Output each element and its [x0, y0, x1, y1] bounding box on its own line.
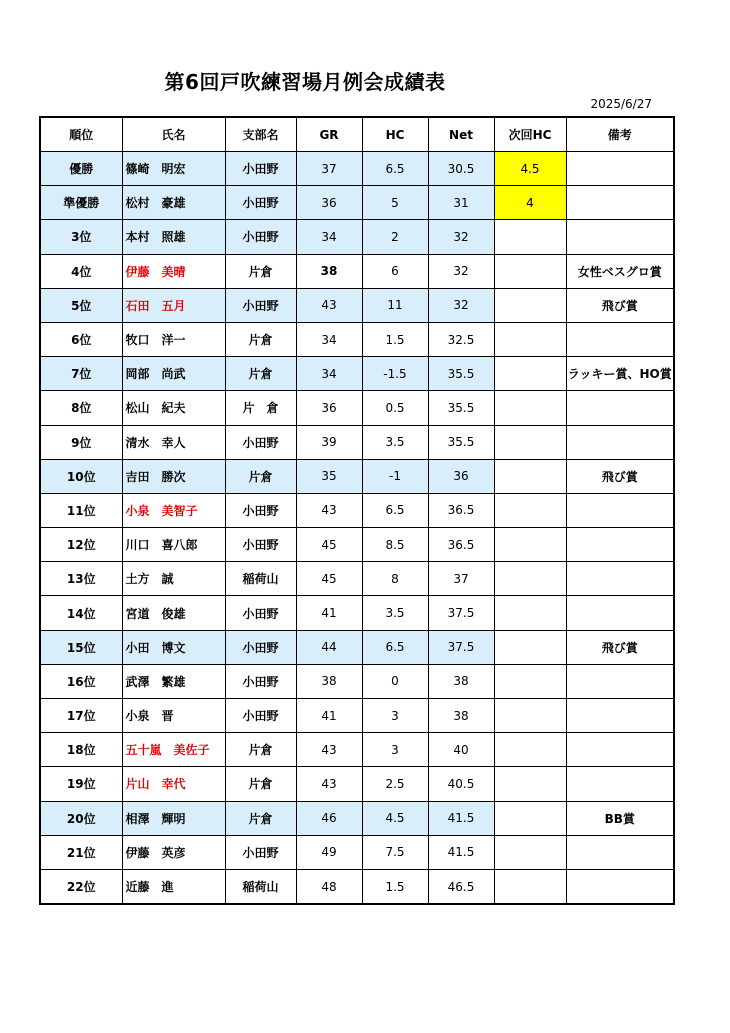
note-cell	[566, 664, 674, 698]
rank-cell: 19位	[40, 767, 122, 801]
table-row	[40, 254, 674, 288]
note-cell	[566, 733, 674, 767]
net-cell: 32.5	[428, 322, 494, 356]
name-cell: 宮道 俊雄	[122, 596, 225, 630]
branch-cell: 稲荷山	[225, 869, 296, 904]
branch-cell: 小田野	[225, 699, 296, 733]
gr-cell: 37	[296, 152, 362, 186]
name-cell: 小泉 晋	[122, 699, 225, 733]
gr-cell: 45	[296, 562, 362, 596]
rank-cell: 5位	[40, 288, 122, 322]
name-cell: 五十嵐 美佐子	[122, 733, 225, 767]
table-row	[40, 322, 674, 356]
table-row	[40, 425, 674, 459]
next-hc-cell	[494, 459, 566, 493]
hc-cell: 8	[362, 562, 428, 596]
table-row	[40, 186, 674, 220]
header-hc: HC	[362, 117, 428, 152]
next-hc-cell	[494, 767, 566, 801]
name-cell: 清水 幸人	[122, 425, 225, 459]
next-hc-cell	[494, 528, 566, 562]
name-cell: 松村 豪雄	[122, 186, 225, 220]
branch-cell: 片倉	[225, 322, 296, 356]
note-cell: ラッキー賞、HO賞	[566, 357, 674, 391]
note-cell	[566, 220, 674, 254]
note-cell: 女性ベスグロ賞	[566, 254, 674, 288]
net-cell: 40.5	[428, 767, 494, 801]
next-hc-cell	[494, 493, 566, 527]
next-hc-cell: 4	[494, 186, 566, 220]
gr-cell: 41	[296, 699, 362, 733]
header-rank: 順位	[40, 117, 122, 152]
next-hc-cell	[494, 733, 566, 767]
hc-cell: 5	[362, 186, 428, 220]
name-cell: 本村 照雄	[122, 220, 225, 254]
hc-cell: 3	[362, 699, 428, 733]
note-cell	[566, 835, 674, 869]
net-cell: 38	[428, 664, 494, 698]
gr-cell: 39	[296, 425, 362, 459]
header-net: Net	[428, 117, 494, 152]
rank-cell: 4位	[40, 254, 122, 288]
rank-cell: 15位	[40, 630, 122, 664]
note-cell	[566, 425, 674, 459]
name-cell: 小田 博文	[122, 630, 225, 664]
net-cell: 31	[428, 186, 494, 220]
branch-cell: 稲荷山	[225, 562, 296, 596]
note-cell	[566, 699, 674, 733]
next-hc-cell	[494, 630, 566, 664]
name-cell: 牧口 洋一	[122, 322, 225, 356]
gr-cell: 34	[296, 357, 362, 391]
next-hc-cell	[494, 869, 566, 904]
net-cell: 36.5	[428, 528, 494, 562]
net-cell: 36.5	[428, 493, 494, 527]
rank-cell: 10位	[40, 459, 122, 493]
name-cell: 片山 幸代	[122, 767, 225, 801]
hc-cell: 4.5	[362, 801, 428, 835]
hc-cell: 6	[362, 254, 428, 288]
note-cell	[566, 493, 674, 527]
name-cell: 相澤 輝明	[122, 801, 225, 835]
table-row	[40, 562, 674, 596]
branch-cell: 小田野	[225, 630, 296, 664]
rank-cell: 準優勝	[40, 186, 122, 220]
rank-cell: 16位	[40, 664, 122, 698]
note-cell	[566, 869, 674, 904]
table-row	[40, 528, 674, 562]
net-cell: 41.5	[428, 801, 494, 835]
gr-cell: 38	[296, 254, 362, 288]
gr-cell: 43	[296, 733, 362, 767]
table-row	[40, 699, 674, 733]
gr-cell: 41	[296, 596, 362, 630]
hc-cell: 7.5	[362, 835, 428, 869]
table-row	[40, 152, 674, 186]
name-cell: 川口 喜八郎	[122, 528, 225, 562]
gr-cell: 36	[296, 391, 362, 425]
branch-cell: 小田野	[225, 220, 296, 254]
table-row	[40, 664, 674, 698]
hc-cell: -1.5	[362, 357, 428, 391]
gr-cell: 44	[296, 630, 362, 664]
table-row	[40, 459, 674, 493]
rank-cell: 20位	[40, 801, 122, 835]
branch-cell: 小田野	[225, 528, 296, 562]
hc-cell: 1.5	[362, 322, 428, 356]
name-cell: 岡部 尚武	[122, 357, 225, 391]
branch-cell: 小田野	[225, 664, 296, 698]
rank-cell: 14位	[40, 596, 122, 630]
note-cell: 飛び賞	[566, 630, 674, 664]
note-cell	[566, 152, 674, 186]
note-cell: 飛び賞	[566, 288, 674, 322]
next-hc-cell	[494, 254, 566, 288]
next-hc-cell	[494, 699, 566, 733]
rank-cell: 21位	[40, 835, 122, 869]
net-cell: 32	[428, 288, 494, 322]
note-cell	[566, 322, 674, 356]
next-hc-cell	[494, 562, 566, 596]
name-cell: 伊藤 美晴	[122, 254, 225, 288]
gr-cell: 43	[296, 288, 362, 322]
note-cell	[566, 186, 674, 220]
gr-cell: 46	[296, 801, 362, 835]
header-branch: 支部名	[225, 117, 296, 152]
net-cell: 37.5	[428, 630, 494, 664]
hc-cell: 6.5	[362, 630, 428, 664]
branch-cell: 小田野	[225, 596, 296, 630]
branch-cell: 片倉	[225, 733, 296, 767]
rank-cell: 18位	[40, 733, 122, 767]
branch-cell: 小田野	[225, 493, 296, 527]
branch-cell: 片倉	[225, 254, 296, 288]
note-cell: 飛び賞	[566, 459, 674, 493]
gr-cell: 36	[296, 186, 362, 220]
branch-cell: 片 倉	[225, 391, 296, 425]
gr-cell: 35	[296, 459, 362, 493]
page-title: 第6回戸吹練習場月例会成績表	[164, 70, 446, 94]
gr-cell: 49	[296, 835, 362, 869]
hc-cell: 6.5	[362, 152, 428, 186]
hc-cell: 8.5	[362, 528, 428, 562]
rank-cell: 8位	[40, 391, 122, 425]
table-row	[40, 767, 674, 801]
table-row	[40, 630, 674, 664]
note-cell: BB賞	[566, 801, 674, 835]
table-row	[40, 357, 674, 391]
rank-cell: 3位	[40, 220, 122, 254]
table-row	[40, 835, 674, 869]
name-cell: 土方 誠	[122, 562, 225, 596]
header-next-hc: 次回HC	[494, 117, 566, 152]
rank-cell: 22位	[40, 869, 122, 904]
branch-cell: 片倉	[225, 767, 296, 801]
gr-cell: 43	[296, 767, 362, 801]
note-cell	[566, 596, 674, 630]
table-row	[40, 220, 674, 254]
name-cell: 小泉 美智子	[122, 493, 225, 527]
hc-cell: 1.5	[362, 869, 428, 904]
branch-cell: 片倉	[225, 459, 296, 493]
table-header-row	[40, 117, 674, 152]
branch-cell: 小田野	[225, 835, 296, 869]
net-cell: 36	[428, 459, 494, 493]
name-cell: 武澤 繁雄	[122, 664, 225, 698]
next-hc-cell	[494, 288, 566, 322]
note-cell	[566, 391, 674, 425]
next-hc-cell	[494, 664, 566, 698]
net-cell: 35.5	[428, 425, 494, 459]
next-hc-cell	[494, 220, 566, 254]
net-cell: 40	[428, 733, 494, 767]
name-cell: 松山 紀夫	[122, 391, 225, 425]
next-hc-cell	[494, 357, 566, 391]
next-hc-cell	[494, 425, 566, 459]
rank-cell: 6位	[40, 322, 122, 356]
note-cell	[566, 528, 674, 562]
table-row	[40, 869, 674, 904]
branch-cell: 片倉	[225, 357, 296, 391]
hc-cell: 0.5	[362, 391, 428, 425]
next-hc-cell	[494, 835, 566, 869]
rank-cell: 11位	[40, 493, 122, 527]
net-cell: 30.5	[428, 152, 494, 186]
rank-cell: 7位	[40, 357, 122, 391]
net-cell: 32	[428, 220, 494, 254]
gr-cell: 48	[296, 869, 362, 904]
net-cell: 38	[428, 699, 494, 733]
net-cell: 35.5	[428, 391, 494, 425]
next-hc-cell: 4.5	[494, 152, 566, 186]
gr-cell: 38	[296, 664, 362, 698]
branch-cell: 片倉	[225, 801, 296, 835]
next-hc-cell	[494, 391, 566, 425]
next-hc-cell	[494, 322, 566, 356]
net-cell: 46.5	[428, 869, 494, 904]
net-cell: 35.5	[428, 357, 494, 391]
name-cell: 石田 五月	[122, 288, 225, 322]
hc-cell: 11	[362, 288, 428, 322]
net-cell: 37.5	[428, 596, 494, 630]
net-cell: 41.5	[428, 835, 494, 869]
note-cell	[566, 562, 674, 596]
branch-cell: 小田野	[225, 425, 296, 459]
header-gr: GR	[296, 117, 362, 152]
rank-cell: 12位	[40, 528, 122, 562]
table-row	[40, 596, 674, 630]
rank-cell: 9位	[40, 425, 122, 459]
name-cell: 伊藤 英彦	[122, 835, 225, 869]
table-row	[40, 391, 674, 425]
rank-cell: 17位	[40, 699, 122, 733]
table-row	[40, 288, 674, 322]
hc-cell: 2.5	[362, 767, 428, 801]
gr-cell: 34	[296, 220, 362, 254]
hc-cell: 3	[362, 733, 428, 767]
branch-cell: 小田野	[225, 186, 296, 220]
hc-cell: 3.5	[362, 425, 428, 459]
hc-cell: -1	[362, 459, 428, 493]
report-date: 2025/6/27	[590, 97, 652, 111]
header-note: 備考	[566, 117, 674, 152]
next-hc-cell	[494, 596, 566, 630]
gr-cell: 34	[296, 322, 362, 356]
gr-cell: 45	[296, 528, 362, 562]
note-cell	[566, 767, 674, 801]
table-row	[40, 733, 674, 767]
hc-cell: 2	[362, 220, 428, 254]
name-cell: 吉田 勝次	[122, 459, 225, 493]
gr-cell: 43	[296, 493, 362, 527]
rank-cell: 優勝	[40, 152, 122, 186]
rank-cell: 13位	[40, 562, 122, 596]
next-hc-cell	[494, 801, 566, 835]
hc-cell: 3.5	[362, 596, 428, 630]
name-cell: 篠崎 明宏	[122, 152, 225, 186]
hc-cell: 0	[362, 664, 428, 698]
hc-cell: 6.5	[362, 493, 428, 527]
branch-cell: 小田野	[225, 288, 296, 322]
table-row	[40, 801, 674, 835]
branch-cell: 小田野	[225, 152, 296, 186]
name-cell: 近藤 進	[122, 869, 225, 904]
net-cell: 32	[428, 254, 494, 288]
results-table	[39, 116, 675, 905]
header-name: 氏名	[122, 117, 225, 152]
net-cell: 37	[428, 562, 494, 596]
table-row	[40, 493, 674, 527]
